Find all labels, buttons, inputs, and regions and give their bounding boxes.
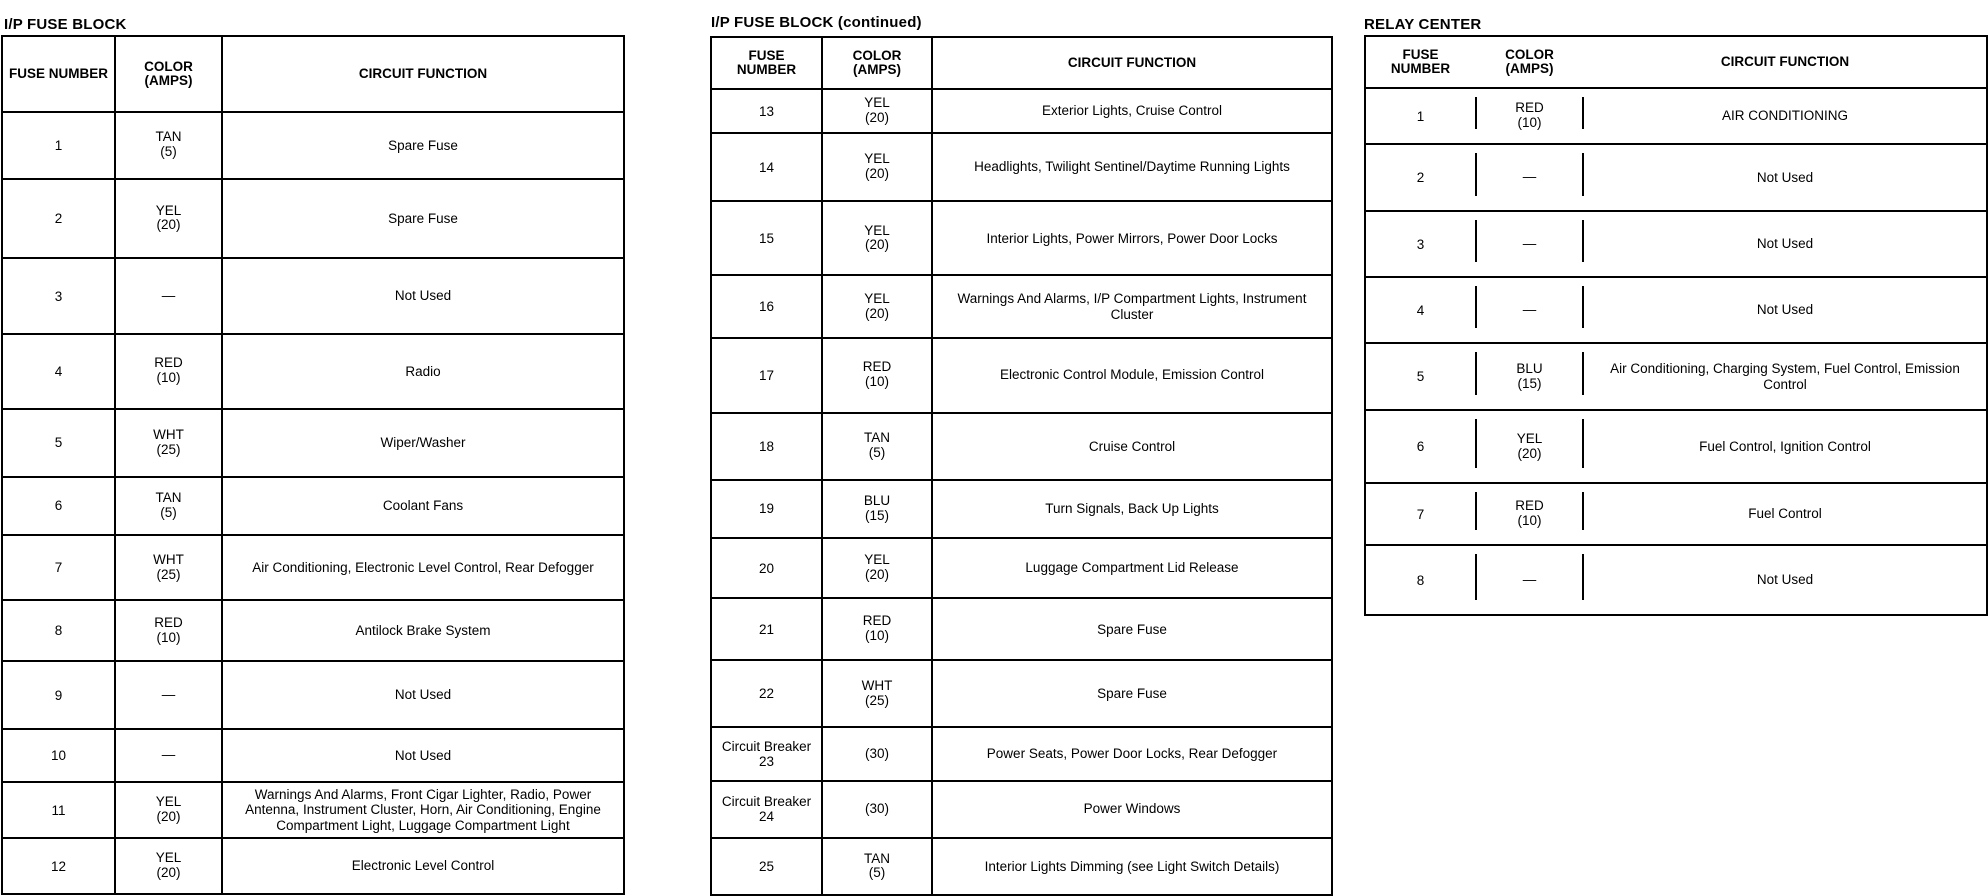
fuse-number: 21 — [711, 598, 822, 660]
fuse-number: 1 — [2, 112, 115, 179]
fuse-amps: (10) — [156, 370, 181, 386]
fuse-color: YEL — [864, 290, 890, 306]
fuse-table — [710, 36, 1333, 896]
section-title: RELAY CENTER — [1364, 16, 1482, 33]
fuse-amps: (5) — [160, 504, 177, 520]
fuse-color: RED — [154, 614, 183, 630]
table-row — [1365, 88, 1987, 144]
table-row — [2, 600, 624, 661]
circuit-function: Not Used — [1584, 277, 1987, 343]
fuse-color-cell — [1475, 211, 1584, 277]
fuse-number: 9 — [2, 661, 115, 730]
fuse-color: YEL — [155, 850, 182, 866]
fuse-number: 4 — [1365, 277, 1475, 343]
fuse-color-cell — [1475, 88, 1584, 144]
fuse-color-cell — [115, 661, 222, 730]
fuse-color-cell — [1475, 343, 1584, 410]
fuse-color-cell — [115, 258, 222, 334]
table-row — [2, 838, 624, 894]
relay-center-section — [1363, 16, 1988, 616]
ip-fuse-block-section — [0, 16, 630, 896]
fuse-color-cell — [822, 338, 932, 413]
fuse-color: TAN — [155, 490, 182, 506]
fuse-number: 6 — [1365, 410, 1475, 483]
fuse-number: 7 — [1365, 483, 1475, 545]
fuse-color: — — [1522, 301, 1537, 317]
fuse-amps: (20) — [864, 305, 889, 321]
fuse-number: Circuit Breaker 24 — [711, 781, 822, 838]
fuse-color: YEL — [864, 222, 890, 238]
circuit-function: Spare Fuse — [932, 660, 1332, 727]
fuse-number: 5 — [2, 409, 115, 478]
fuse-number: Circuit Breaker 23 — [711, 727, 822, 780]
table-row — [711, 538, 1332, 598]
table-row — [711, 275, 1332, 337]
table-row — [711, 201, 1332, 275]
fuse-color: TAN — [864, 430, 890, 446]
table-row — [711, 598, 1332, 660]
table-row — [1365, 277, 1987, 343]
fuse-color-cell — [822, 838, 932, 895]
circuit-function: Electronic Control Module, Emission Control — [932, 338, 1332, 413]
table-row — [711, 338, 1332, 413]
fuse-color: RED — [862, 359, 892, 375]
table-row — [2, 782, 624, 839]
circuit-function: Power Windows — [932, 781, 1332, 838]
fuse-color: (30) — [864, 800, 889, 816]
circuit-function: Not Used — [1584, 545, 1987, 615]
circuit-function: Not Used — [222, 661, 624, 730]
fuse-amps: (20) — [1517, 445, 1542, 461]
table-row — [2, 661, 624, 730]
fuse-number: 19 — [711, 480, 822, 538]
table-row — [2, 179, 624, 259]
circuit-function: Spare Fuse — [222, 179, 624, 259]
table-row — [2, 409, 624, 478]
fuse-color: — — [161, 747, 176, 763]
fuse-color-cell — [822, 538, 932, 598]
fuse-color: RED — [154, 355, 183, 371]
fuse-color: (30) — [864, 745, 889, 761]
fuse-color: WHT — [153, 427, 184, 443]
table-row — [1365, 410, 1987, 483]
fuse-number: 11 — [2, 782, 115, 839]
fuse-number: 17 — [711, 338, 822, 413]
fuse-color-cell — [822, 201, 932, 275]
fuse-amps: (10) — [864, 628, 889, 644]
fuse-number: 18 — [711, 413, 822, 480]
fuse-color-cell — [822, 480, 932, 538]
fuse-color: YEL — [864, 151, 890, 167]
fuse-color: — — [1522, 169, 1537, 185]
fuse-amps: (15) — [1517, 375, 1542, 391]
circuit-function: Spare Fuse — [222, 112, 624, 179]
circuit-function: Power Seats, Power Door Locks, Rear Defogger — [932, 727, 1332, 780]
fuse-color-cell — [1475, 410, 1584, 483]
circuit-function: Headlights, Twilight Sentinel/Daytime Running Lights — [932, 133, 1332, 201]
table-row — [2, 258, 624, 334]
fuse-table — [1, 35, 625, 895]
fuse-color: — — [161, 287, 176, 303]
table-row — [711, 413, 1332, 480]
fuse-number-header: FUSE NUMBER — [711, 37, 822, 89]
ip-fuse-block-continued-section — [709, 14, 1339, 894]
circuit-function-header: CIRCUIT FUNCTION — [932, 37, 1332, 89]
fuse-color: RED — [1515, 100, 1544, 116]
fuse-color: — — [161, 686, 176, 702]
fuse-color-cell — [115, 112, 222, 179]
fuse-color: YEL — [864, 552, 890, 568]
fuse-color: RED — [862, 613, 892, 629]
circuit-function: Fuel Control — [1584, 483, 1987, 545]
circuit-function: Not Used — [222, 258, 624, 334]
fuse-color: — — [1522, 235, 1537, 251]
fuse-amps: (20) — [156, 217, 181, 233]
fuse-amps: (25) — [156, 441, 181, 457]
fuse-color-cell — [1475, 277, 1584, 343]
table-row — [2, 112, 624, 179]
section-title: I/P FUSE BLOCK — [4, 16, 127, 33]
fuse-color: BLU — [863, 493, 891, 509]
circuit-function: Electronic Level Control — [222, 838, 624, 894]
fuse-amps: (20) — [156, 865, 181, 881]
fuse-amps: (5) — [868, 445, 886, 461]
fuse-color-cell — [822, 413, 932, 480]
circuit-function: Coolant Fans — [222, 477, 624, 535]
fuse-number-header: FUSE NUMBER — [2, 36, 115, 112]
circuit-function: Not Used — [1584, 211, 1987, 277]
fuse-color-cell — [115, 838, 222, 894]
table-row — [1365, 545, 1987, 615]
fuse-amps: (20) — [864, 166, 889, 182]
fuse-amps: (5) — [160, 144, 177, 160]
fuse-number: 1 — [1365, 88, 1475, 144]
circuit-function: Not Used — [1584, 144, 1987, 211]
fuse-number: 2 — [1365, 144, 1475, 211]
fuse-amps: (25) — [864, 692, 889, 708]
fuse-amps: (15) — [864, 507, 889, 523]
fuse-color-cell — [115, 409, 222, 478]
fuse-number: 5 — [1365, 343, 1475, 410]
circuit-function: Air Conditioning, Electronic Level Control, Rear Defogger — [222, 535, 624, 601]
circuit-function-header: CIRCUIT FUNCTION — [222, 36, 624, 112]
circuit-function: Wiper/Washer — [222, 409, 624, 478]
color-header: COLOR (AMPS) — [822, 37, 932, 89]
circuit-function: Interior Lights, Power Mirrors, Power Door Locks — [932, 201, 1332, 275]
circuit-function: Interior Lights Dimming (see Light Switch Details) — [932, 838, 1332, 895]
fuse-number: 12 — [2, 838, 115, 894]
fuse-number: 3 — [2, 258, 115, 334]
fuse-color-cell — [1475, 144, 1584, 211]
fuse-color-cell — [1475, 545, 1584, 615]
fuse-color-cell — [115, 729, 222, 781]
fuse-color-cell — [115, 600, 222, 661]
fuse-color: WHT — [861, 678, 893, 694]
fuse-amps: (10) — [1517, 513, 1542, 528]
circuit-function: AIR CONDITIONING — [1584, 88, 1987, 144]
fuse-color-cell — [1475, 483, 1584, 545]
color-header: COLOR (AMPS) — [1475, 36, 1584, 88]
fuse-color: — — [1522, 571, 1537, 587]
table-row — [2, 334, 624, 409]
circuit-function: Turn Signals, Back Up Lights — [932, 480, 1332, 538]
fuse-color: YEL — [864, 95, 890, 111]
circuit-function: Warnings And Alarms, I/P Compartment Lights, Instrument Cluster — [932, 275, 1332, 337]
table-row — [2, 729, 624, 781]
circuit-function-header: CIRCUIT FUNCTION — [1584, 36, 1987, 88]
table-row — [711, 660, 1332, 727]
fuse-amps: (25) — [156, 566, 181, 582]
fuse-color: BLU — [1516, 360, 1543, 376]
circuit-function: Not Used — [222, 729, 624, 781]
fuse-number: 8 — [1365, 545, 1475, 615]
table-row — [711, 89, 1332, 133]
fuse-number: 22 — [711, 660, 822, 727]
table-row — [2, 535, 624, 601]
fuse-color: RED — [1515, 498, 1544, 514]
fuse-color: YEL — [1516, 430, 1543, 446]
fuse-color-cell — [822, 89, 932, 133]
fuse-color-cell — [822, 727, 932, 780]
fuse-number: 16 — [711, 275, 822, 337]
fuse-color-cell — [822, 133, 932, 201]
table-row — [711, 727, 1332, 780]
fuse-amps: (10) — [1517, 115, 1542, 130]
fuse-color-cell — [115, 334, 222, 409]
fuse-number: 3 — [1365, 211, 1475, 277]
fuse-color-cell — [822, 660, 932, 727]
fuse-amps: (20) — [864, 237, 889, 253]
fuse-color: WHT — [153, 551, 184, 567]
fuse-color-cell — [115, 535, 222, 601]
fuse-color: TAN — [155, 129, 182, 145]
circuit-function: Spare Fuse — [932, 598, 1332, 660]
fuse-number: 13 — [711, 89, 822, 133]
fuse-number: 2 — [2, 179, 115, 259]
circuit-function: Luggage Compartment Lid Release — [932, 538, 1332, 598]
fuse-number-header: FUSE NUMBER — [1365, 36, 1475, 88]
table-row — [1365, 343, 1987, 410]
color-header: COLOR (AMPS) — [115, 36, 222, 112]
table-row — [711, 781, 1332, 838]
circuit-function: Air Conditioning, Charging System, Fuel Control, Emission Control — [1584, 343, 1987, 410]
fuse-amps: (5) — [868, 865, 886, 881]
fuse-number: 8 — [2, 600, 115, 661]
fuse-color-cell — [115, 179, 222, 259]
relay-table — [1364, 35, 1988, 616]
fuse-amps: (20) — [864, 567, 889, 583]
fuse-number: 4 — [2, 334, 115, 409]
section-title: I/P FUSE BLOCK (continued) — [711, 14, 922, 31]
fuse-amps: (20) — [156, 809, 181, 825]
fuse-amps: (20) — [864, 110, 889, 126]
circuit-function: Antilock Brake System — [222, 600, 624, 661]
fuse-color-cell — [822, 781, 932, 838]
fuse-color-cell — [115, 477, 222, 535]
table-row — [711, 480, 1332, 538]
fuse-amps: (10) — [156, 629, 181, 645]
fuse-color-cell — [822, 598, 932, 660]
fuse-color-cell — [115, 782, 222, 839]
circuit-function: Cruise Control — [932, 413, 1332, 480]
fuse-color: TAN — [864, 850, 890, 866]
circuit-function: Warnings And Alarms, Front Cigar Lighter, Radio, Power Antenna, Instrument Cluster, Horn, Air Conditioning, Engine Compartment Light, Luggage Compartment Light — [222, 782, 624, 839]
table-row — [711, 133, 1332, 201]
table-row — [1365, 483, 1987, 545]
fuse-color: YEL — [155, 794, 182, 810]
table-row — [1365, 144, 1987, 211]
circuit-function: Radio — [222, 334, 624, 409]
fuse-number: 10 — [2, 729, 115, 781]
fuse-number: 15 — [711, 201, 822, 275]
fuse-number: 7 — [2, 535, 115, 601]
fuse-amps: (10) — [864, 374, 889, 390]
fuse-number: 25 — [711, 838, 822, 895]
table-row — [1365, 211, 1987, 277]
table-row — [711, 838, 1332, 895]
fuse-color-cell — [822, 275, 932, 337]
circuit-function: Exterior Lights, Cruise Control — [932, 89, 1332, 133]
table-row — [2, 477, 624, 535]
circuit-function: Fuel Control, Ignition Control — [1584, 410, 1987, 483]
fuse-number: 6 — [2, 477, 115, 535]
fuse-color: YEL — [155, 202, 182, 218]
fuse-number: 20 — [711, 538, 822, 598]
fuse-number: 14 — [711, 133, 822, 201]
